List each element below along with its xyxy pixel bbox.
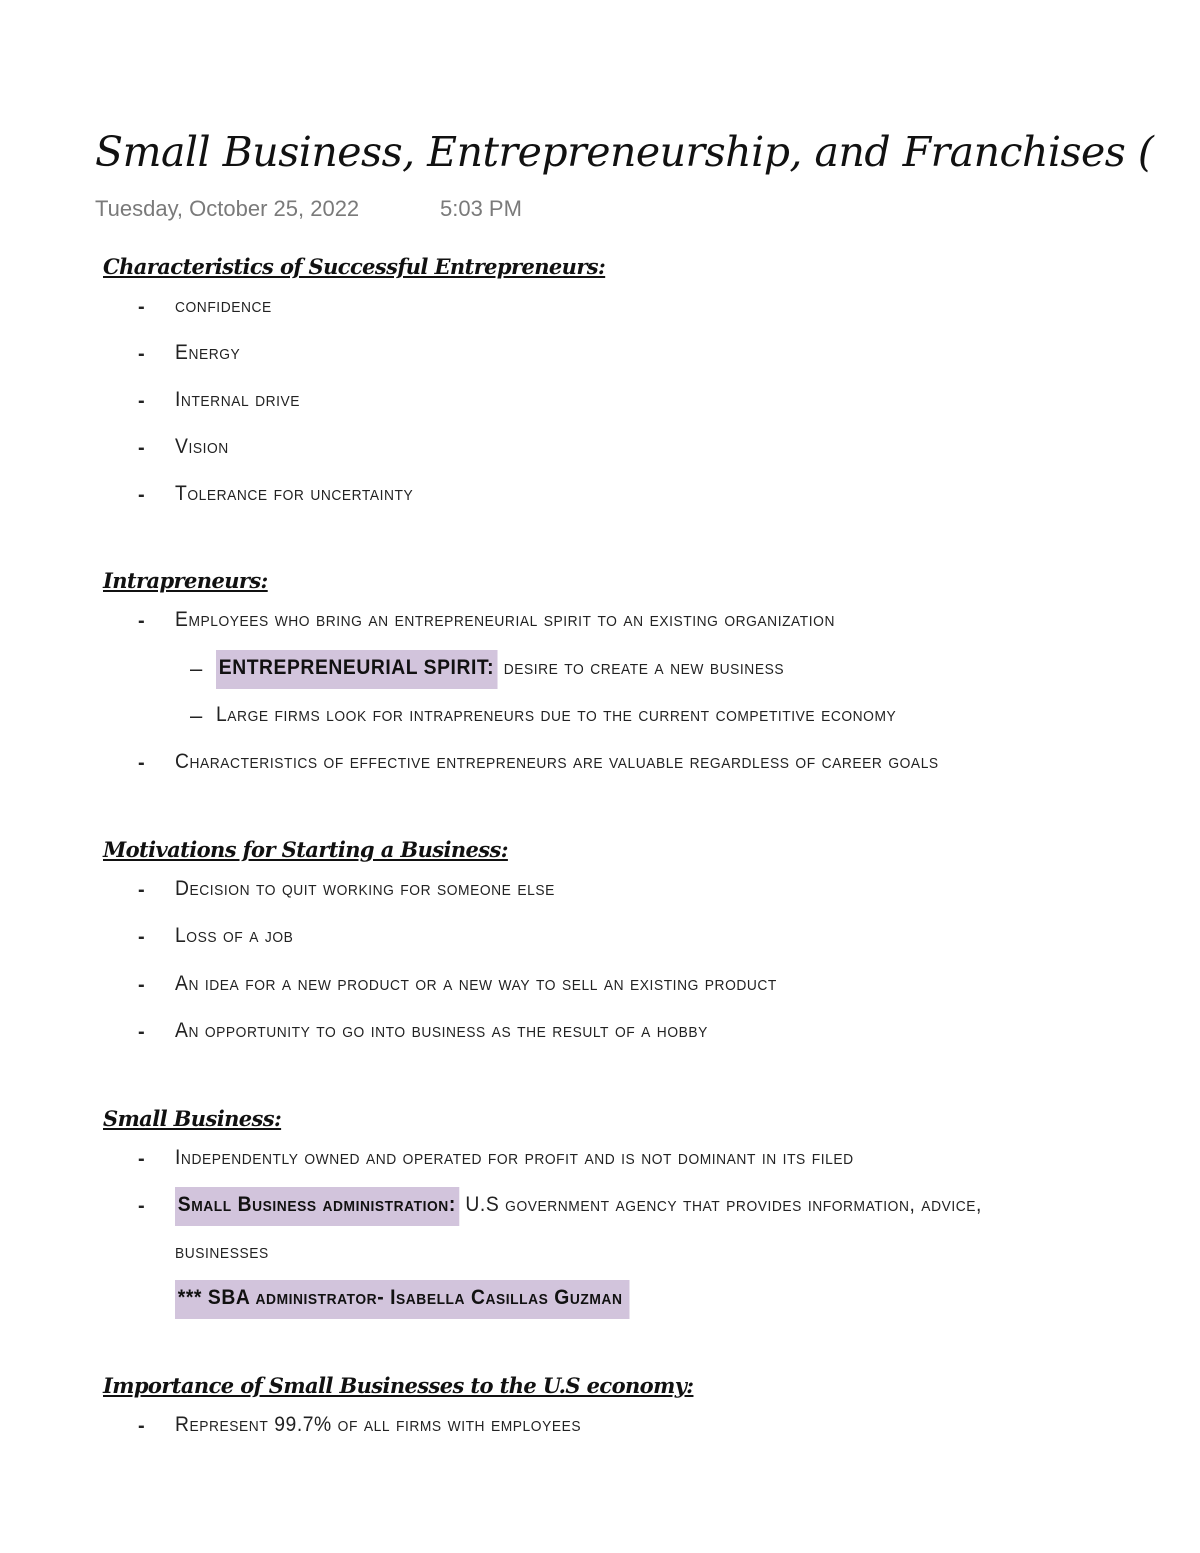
list-item-text: Vision	[175, 435, 229, 458]
section-heading-characteristics: Characteristics of Successful Entrepreneurs:	[103, 254, 606, 279]
term-definition: U.S government agency that provides information, advice,	[465, 1193, 982, 1216]
section-heading-importance: Importance of Small Businesses to the U.S economy:	[103, 1373, 694, 1398]
bullet-dash: -	[138, 484, 145, 506]
bullet-dash: -	[138, 1148, 145, 1170]
sub-bullet-dash: –	[190, 656, 203, 681]
bullet-dash: -	[138, 1021, 145, 1043]
sub-bullet-dash: –	[190, 703, 203, 728]
bullet-dash: -	[138, 1415, 145, 1437]
bullet-dash: -	[138, 343, 145, 365]
bullet-dash: -	[138, 879, 145, 901]
bullet-dash: -	[138, 437, 145, 459]
list-item-text: Characteristics of effective entrepreneurs are valuable regardless of career goals	[175, 750, 939, 773]
bullet-dash: -	[138, 752, 145, 774]
list-item-text: Represent 99.7% of all firms with employees	[175, 1413, 582, 1436]
section-heading-motivations: Motivations for Starting a Business:	[103, 837, 508, 862]
list-item-text: Independently owned and operated for profit and is not dominant in its filed	[175, 1146, 854, 1169]
highlighted-term: ENTREPRENEURIAL SPIRIT:	[216, 650, 498, 689]
list-item-text: Decision to quit working for someone else	[175, 877, 555, 900]
list-item-text	[175, 1193, 982, 1217]
bullet-dash: -	[138, 610, 145, 632]
sba-administrator-note: *** SBA administrator- Isabella Casillas Guzman	[175, 1280, 630, 1319]
list-item-text: An idea for a new product or a new way to sell an existing product	[175, 972, 777, 995]
list-item-text: Internal drive	[175, 388, 301, 411]
bullet-dash: -	[138, 926, 145, 948]
continuation-text: businesses	[175, 1240, 269, 1263]
term-definition: desire to create a new business	[503, 656, 785, 679]
list-item-text: Employees who bring an entrepreneurial spirit to an existing organization	[175, 608, 835, 631]
note-date: Tuesday, October 25, 2022	[95, 196, 360, 221]
bullet-dash: -	[138, 1195, 145, 1217]
bullet-dash: -	[138, 390, 145, 412]
page-title: Small Business, Entrepreneurship, and Franchises (	[95, 128, 1154, 176]
list-item-text: Loss of a job	[175, 924, 294, 947]
section-heading-intrapreneurs: Intrapreneurs:	[103, 568, 268, 593]
highlighted-term: Small Business administration:	[175, 1187, 459, 1226]
sub-list-item-text	[216, 656, 784, 680]
sub-list-item-text: Large firms look for intrapreneurs due to the current competitive economy	[216, 703, 897, 726]
list-item-text: confidence	[175, 294, 272, 317]
bullet-dash: -	[138, 296, 145, 318]
section-heading-small-business: Small Business:	[103, 1106, 282, 1131]
list-item-text: An opportunity to go into business as the result of a hobby	[175, 1019, 708, 1042]
list-item-text: Energy	[175, 341, 241, 364]
note-text	[175, 1286, 630, 1310]
bullet-dash: -	[138, 974, 145, 996]
list-item-text: Tolerance for uncertainty	[175, 482, 414, 505]
note-time: 5:03 PM	[440, 196, 522, 221]
